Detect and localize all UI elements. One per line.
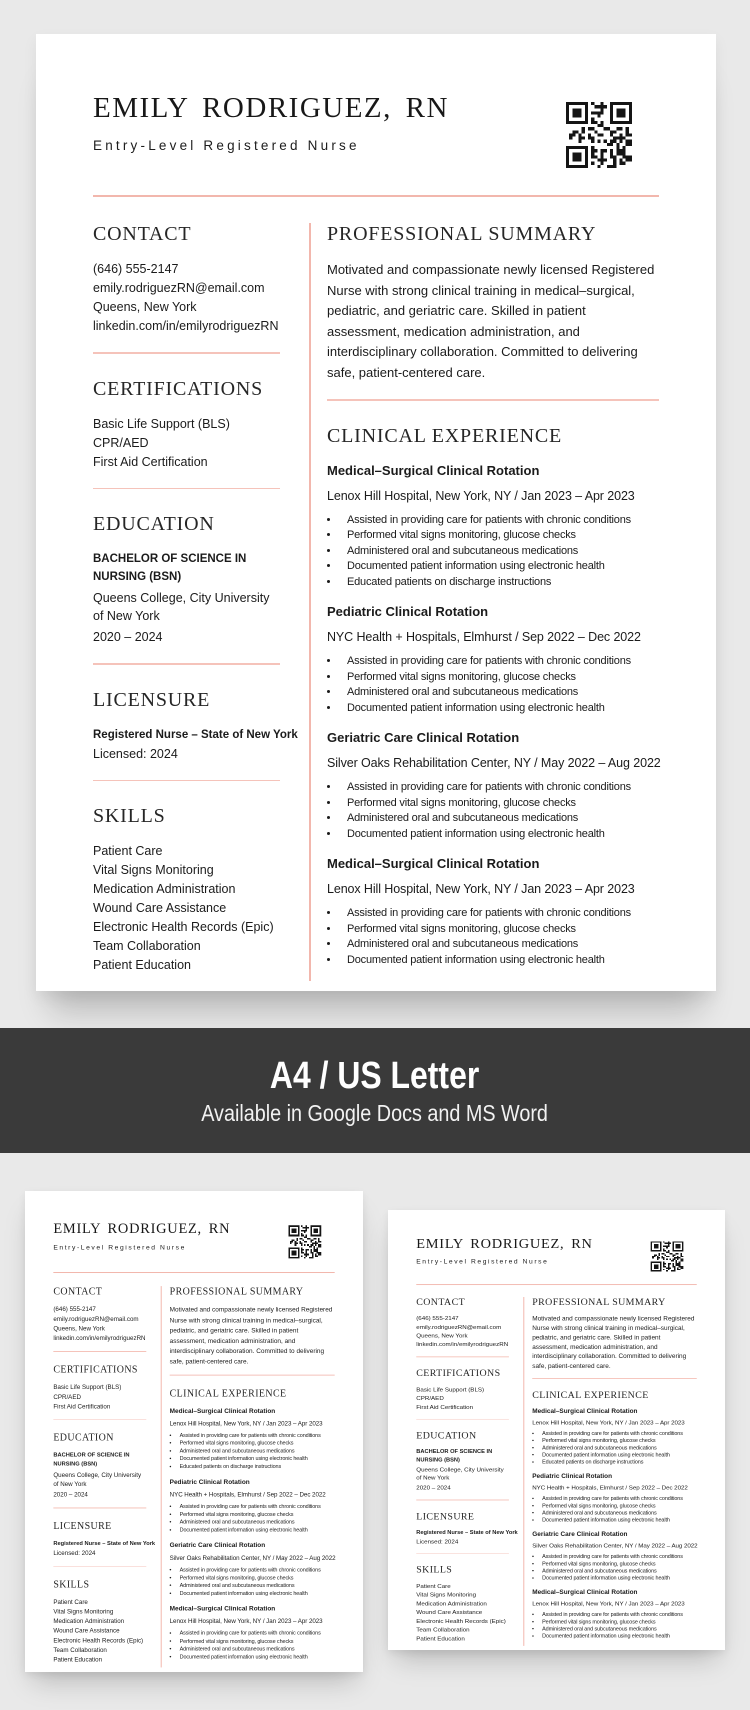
experience-bullet: • Administered oral and subcutaneous medications — [539, 1626, 697, 1633]
contact-location: Queens, New York — [93, 300, 197, 314]
contact-heading: CONTACT — [93, 223, 192, 245]
certifications-heading: CERTIFICATIONS — [93, 377, 264, 400]
experience-bullets — [170, 1630, 335, 1661]
experience-bullet: • Documented patient information using electronic health — [176, 1455, 335, 1463]
experience-heading: CLINICAL EXPERIENCE — [327, 424, 562, 447]
skill-item: Team Collaboration — [93, 939, 201, 953]
section-divider — [170, 1375, 335, 1376]
education-section — [93, 511, 280, 647]
education-heading: EDUCATION — [416, 1430, 477, 1441]
experience-meta: Silver Oaks Rehabilitation Center, NY / May 2022 – Aug 2022 — [327, 756, 661, 770]
experience-title: Geriatric Care Clinical Rotation — [327, 730, 520, 745]
format-banner — [0, 1028, 750, 1153]
skill-item: Medication Administration — [53, 1617, 125, 1625]
section-divider — [532, 1378, 697, 1379]
experience-bullet: • Administered oral and subcutaneous medications — [539, 1510, 697, 1517]
education-heading: EDUCATION — [93, 513, 215, 535]
licensure-heading: LICENSURE — [93, 688, 211, 711]
experience-bullet: • Administered oral and subcutaneous medications — [539, 1445, 697, 1452]
qr-code-icon — [288, 1225, 321, 1258]
resume-header-text — [416, 1233, 592, 1265]
skill-item: Electronic Health Records (Epic) — [416, 1617, 506, 1625]
experience-heading: CLINICAL EXPERIENCE — [532, 1389, 649, 1400]
experience-bullet: • Documented patient information using electronic health — [539, 1517, 697, 1524]
resume-document — [388, 1210, 725, 1650]
certification-item: Basic Life Support (BLS) — [416, 1386, 485, 1393]
skill-item: Medication Administration — [416, 1600, 487, 1607]
experience-entry — [532, 1530, 697, 1582]
experience-bullets — [170, 1503, 335, 1534]
certification-item: First Aid Certification — [416, 1403, 474, 1411]
experience-title: Medical–Surgical Clinical Rotation — [169, 1604, 276, 1613]
licensure-heading: LICENSURE — [53, 1520, 112, 1532]
section-divider — [93, 663, 280, 665]
experience-bullet: • Assisted in providing care for patients with chronic conditions — [176, 1432, 335, 1440]
experience-bullet: • Performed vital signs monitoring, glucose checks — [176, 1440, 335, 1448]
experience-heading: CLINICAL EXPERIENCE — [169, 1387, 287, 1399]
experience-bullet: • Documented patient information using electronic health — [539, 1633, 697, 1640]
resume-name: EMILY RODRIGUEZ, RN — [416, 1236, 593, 1252]
resume-columns — [416, 1296, 697, 1646]
experience-bullet: • Assisted in providing care for patients with chronic conditions — [176, 1566, 335, 1574]
experience-title: Pediatric Clinical Rotation — [327, 604, 489, 619]
education-section — [416, 1430, 509, 1493]
experience-bullet: • Documented patient information using electronic health — [539, 1452, 697, 1459]
section-divider — [416, 1419, 509, 1420]
qr-code-icon — [651, 1241, 684, 1271]
experience-bullet: • Documented patient information using electronic health — [539, 1575, 697, 1582]
resume-document — [25, 1191, 363, 1672]
experience-meta: Lenox Hill Hospital, New York, NY / Jan 2023 – Apr 2023 — [169, 1617, 323, 1625]
experience-section — [532, 1389, 697, 1640]
experience-bullet: • Documented patient information using electronic health — [340, 701, 659, 717]
experience-bullet: • Administered oral and subcutaneous medications — [340, 544, 659, 560]
licensure-date: Licensed: 2024 — [93, 746, 178, 761]
experience-bullet: • Assisted in providing care for patients with chronic conditions — [340, 906, 659, 922]
certification-item: CPR/AED — [93, 435, 149, 450]
skill-item: Wound Care Assistance — [53, 1627, 120, 1635]
experience-entry — [170, 1541, 335, 1598]
education-years: 2020 – 2024 — [416, 1484, 451, 1491]
section-divider — [53, 1351, 146, 1352]
contact-location: Queens, New York — [53, 1324, 105, 1332]
contact-email: emily.rodriguezRN@email.com — [93, 281, 265, 295]
experience-bullet: • Documented patient information using electronic health — [176, 1653, 335, 1661]
experience-bullet: • Assisted in providing care for patients with chronic conditions — [539, 1430, 697, 1437]
contact-section — [93, 221, 280, 336]
experience-entry — [327, 855, 659, 968]
section-divider — [327, 399, 659, 401]
experience-bullets — [170, 1566, 335, 1597]
right-column — [532, 1296, 697, 1646]
skills-section — [93, 803, 280, 975]
skill-item: Patient Care — [93, 844, 163, 858]
left-column — [416, 1296, 518, 1646]
experience-entry — [532, 1588, 697, 1640]
experience-bullet: • Assisted in providing care for patients with chronic conditions — [539, 1553, 697, 1560]
experience-bullet: • Documented patient information using electronic health — [176, 1526, 335, 1534]
contact-heading: CONTACT — [416, 1296, 466, 1308]
summary-section — [532, 1296, 697, 1371]
resume-header — [53, 1216, 334, 1258]
licensure-date: Licensed: 2024 — [53, 1549, 96, 1557]
experience-bullet: • Performed vital signs monitoring, glucose checks — [340, 796, 659, 812]
resume-job-title: Entry-Level Registered Nurse — [93, 138, 360, 153]
experience-bullet: • Educated patients on discharge instructions — [340, 575, 659, 591]
experience-meta: Silver Oaks Rehabilitation Center, NY / May 2022 – Aug 2022 — [169, 1554, 336, 1562]
contact-email: emily.rodriguezRN@email.com — [53, 1315, 139, 1323]
experience-bullet: • Assisted in providing care for patients with chronic conditions — [176, 1630, 335, 1638]
licensure-section — [93, 687, 298, 764]
summary-heading: PROFESSIONAL SUMMARY — [327, 223, 597, 245]
education-degree: BACHELOR OF SCIENCE IN NURSING (BSN) — [53, 1452, 130, 1468]
certification-item: Basic Life Support (BLS) — [53, 1383, 122, 1391]
experience-title: Pediatric Clinical Rotation — [532, 1472, 613, 1480]
experience-title: Medical–Surgical Clinical Rotation — [327, 462, 540, 478]
resume-name: EMILY RODRIGUEZ, RN — [93, 92, 449, 124]
contact-email: emily.rodriguezRN@email.com — [416, 1323, 502, 1331]
certifications-heading: CERTIFICATIONS — [416, 1368, 501, 1379]
experience-bullet: • Administered oral and subcutaneous medications — [176, 1519, 335, 1527]
certifications-section — [416, 1367, 509, 1411]
experience-bullet: • Administered oral and subcutaneous medications — [539, 1568, 697, 1575]
licensure-credential: Registered Nurse – State of New York — [93, 728, 298, 741]
section-divider — [93, 780, 280, 782]
experience-bullet: • Assisted in providing care for patients with chronic conditions — [340, 780, 659, 796]
licensure-heading: LICENSURE — [416, 1511, 475, 1522]
contact-phone: (646) 555-2147 — [53, 1305, 96, 1313]
resume-header-text — [53, 1216, 230, 1251]
education-school: Queens College, City University of New York — [93, 591, 270, 623]
header-divider — [416, 1284, 697, 1285]
header-divider — [53, 1272, 334, 1273]
experience-bullet: • Documented patient information using electronic health — [340, 559, 659, 575]
experience-entry — [327, 729, 659, 842]
experience-bullet: • Assisted in providing care for patients with chronic conditions — [340, 654, 659, 670]
banner-title-text: A4 / US Letter — [270, 1054, 480, 1097]
banner-title — [250, 1054, 499, 1098]
experience-meta: Lenox Hill Hospital, New York, NY / Jan 2023 – Apr 2023 — [327, 488, 635, 503]
experience-title: Geriatric Care Clinical Rotation — [532, 1530, 628, 1538]
section-divider — [53, 1566, 146, 1567]
experience-bullet: • Administered oral and subcutaneous medications — [340, 811, 659, 827]
experience-bullet: • Documented patient information using electronic health — [340, 953, 659, 969]
education-school: Queens College, City University of New York — [53, 1471, 142, 1488]
experience-entry — [170, 1477, 335, 1534]
experience-bullets — [327, 654, 659, 716]
licensure-section — [53, 1519, 156, 1558]
experience-bullet: • Performed vital signs monitoring, glucose checks — [539, 1619, 697, 1626]
thumbnail-a4-content — [25, 1191, 363, 1672]
skill-item: Electronic Health Records (Epic) — [93, 920, 274, 934]
resume-name: EMILY RODRIGUEZ, RN — [53, 1220, 231, 1237]
certification-item: Basic Life Support (BLS) — [93, 416, 230, 431]
skill-item: Vital Signs Monitoring — [53, 1608, 114, 1616]
experience-bullets — [532, 1430, 697, 1466]
resume-header-text — [93, 84, 449, 153]
experience-meta: NYC Health + Hospitals, Elmhurst / Sep 2022 – Dec 2022 — [327, 630, 641, 644]
experience-title: Medical–Surgical Clinical Rotation — [169, 1406, 276, 1415]
experience-bullet: • Performed vital signs monitoring, glucose checks — [539, 1437, 697, 1444]
licensure-date: Licensed: 2024 — [416, 1537, 459, 1545]
section-divider — [93, 488, 280, 490]
experience-bullet: • Administered oral and subcutaneous medications — [176, 1582, 335, 1590]
education-degree: BACHELOR OF SCIENCE IN NURSING (BSN) — [416, 1448, 493, 1463]
skill-item: Patient Education — [416, 1635, 465, 1642]
column-divider — [523, 1297, 524, 1646]
experience-entry — [170, 1604, 335, 1661]
experience-bullet: • Performed vital signs monitoring, glucose checks — [340, 670, 659, 686]
skill-item: Wound Care Assistance — [93, 901, 227, 915]
experience-entry — [327, 603, 659, 716]
education-section — [53, 1431, 146, 1499]
section-divider — [416, 1500, 509, 1501]
experience-bullet: • Documented patient information using electronic health — [176, 1590, 335, 1598]
skill-item: Vital Signs Monitoring — [416, 1591, 477, 1599]
education-school: Queens College, City University of New York — [416, 1466, 504, 1482]
experience-bullet: • Performed vital signs monitoring, glucose checks — [176, 1638, 335, 1646]
summary-text: Motivated and compassionate newly licensed Registered Nurse with strong clinical training in medical–surgical, pediatric, and geriatric care. Skilled in patient assessment, medication administration, and interdisciplinary collaboration. Committed to delivering safe, patient-centered care. — [169, 1305, 333, 1365]
certifications-section — [53, 1363, 146, 1411]
contact-linkedin: linkedin.com/in/emilyrodriguezRN — [416, 1341, 509, 1348]
right-column — [170, 1285, 335, 1667]
certification-item: CPR/AED — [416, 1394, 444, 1402]
contact-location: Queens, New York — [416, 1332, 468, 1339]
skills-heading: SKILLS — [93, 805, 166, 827]
experience-bullets — [170, 1432, 335, 1471]
experience-bullet: • Assisted in providing care for patients with chronic conditions — [539, 1611, 697, 1618]
certifications-section — [93, 376, 280, 472]
left-column — [53, 1285, 156, 1667]
certification-item: First Aid Certification — [53, 1402, 111, 1410]
skills-heading: SKILLS — [416, 1564, 453, 1576]
experience-meta: Lenox Hill Hospital, New York, NY / Jan 2023 – Apr 2023 — [532, 1419, 685, 1426]
contact-phone: (646) 555-2147 — [93, 262, 179, 276]
right-column — [327, 221, 659, 981]
experience-bullet: • Educated patients on discharge instructions — [176, 1463, 335, 1471]
experience-meta: Silver Oaks Rehabilitation Center, NY / May 2022 – Aug 2022 — [532, 1542, 698, 1549]
column-divider — [161, 1286, 162, 1667]
experience-bullet: • Documented patient information using electronic health — [340, 827, 659, 843]
skill-item: Medication Administration — [93, 882, 236, 896]
experience-meta: Lenox Hill Hospital, New York, NY / Jan 2023 – Apr 2023 — [327, 882, 635, 896]
contact-section — [53, 1285, 146, 1343]
experience-bullet: • Administered oral and subcutaneous medications — [340, 685, 659, 701]
experience-meta: Lenox Hill Hospital, New York, NY / Jan 2023 – Apr 2023 — [169, 1419, 323, 1427]
education-years: 2020 – 2024 — [53, 1490, 88, 1498]
resume-preview-main — [36, 34, 716, 991]
experience-bullet: • Performed vital signs monitoring, glucose checks — [176, 1574, 335, 1582]
experience-title: Medical–Surgical Clinical Rotation — [327, 856, 540, 871]
contact-linkedin: linkedin.com/in/emilyrodriguezRN — [53, 1334, 146, 1342]
summary-text: Motivated and compassionate newly licensed Registered Nurse with strong clinical training in medical–surgical, pediatric, and geriatric care. Skilled in patient assessment, medication administration, and interdisciplinary collaboration. Committed to delivering safe, patient-centered care. — [327, 262, 655, 380]
resume-thumbnail-a4 — [25, 1191, 363, 1672]
contact-phone: (646) 555-2147 — [416, 1314, 459, 1322]
experience-bullet: • Performed vital signs monitoring, glucose checks — [539, 1503, 697, 1510]
experience-bullet: • Assisted in providing care for patients with chronic conditions — [539, 1495, 697, 1502]
skill-item: Wound Care Assistance — [416, 1609, 483, 1616]
banner-subtitle — [173, 1098, 576, 1128]
licensure-credential: Registered Nurse – State of New York — [53, 1540, 156, 1547]
header-divider — [93, 195, 659, 197]
experience-bullets — [327, 513, 659, 591]
experience-section — [170, 1386, 335, 1660]
resume-document — [36, 34, 716, 990]
certification-item: First Aid Certification — [93, 454, 208, 469]
experience-bullet: • Performed vital signs monitoring, glucose checks — [340, 528, 659, 544]
licensure-credential: Registered Nurse – State of New York — [416, 1529, 518, 1536]
column-divider — [309, 223, 311, 981]
skill-item: Vital Signs Monitoring — [93, 863, 214, 877]
summary-section — [170, 1285, 335, 1367]
experience-title: Geriatric Care Clinical Rotation — [169, 1541, 266, 1549]
skills-section — [416, 1564, 509, 1643]
resume-job-title: Entry-Level Registered Nurse — [53, 1243, 186, 1251]
section-divider — [93, 352, 280, 354]
experience-bullets — [327, 780, 659, 842]
skill-item: Team Collaboration — [53, 1646, 107, 1654]
skill-item: Team Collaboration — [416, 1626, 470, 1634]
experience-entry — [170, 1406, 335, 1471]
skill-item: Patient Care — [416, 1582, 451, 1590]
education-years: 2020 – 2024 — [93, 630, 163, 644]
experience-meta: Lenox Hill Hospital, New York, NY / Jan 2023 – Apr 2023 — [532, 1600, 685, 1607]
experience-meta: NYC Health + Hospitals, Elmhurst / Sep 2022 – Dec 2022 — [169, 1490, 326, 1498]
summary-heading: PROFESSIONAL SUMMARY — [532, 1296, 666, 1308]
certification-item: CPR/AED — [53, 1392, 81, 1401]
experience-entry — [327, 462, 659, 591]
education-degree: BACHELOR OF SCIENCE IN NURSING (BSN) — [93, 553, 247, 583]
resume-thumbnail-us-letter — [388, 1210, 725, 1650]
experience-bullet: • Administered oral and subcutaneous medications — [176, 1645, 335, 1653]
experience-bullet: • Assisted in providing care for patients with chronic conditions — [176, 1503, 335, 1511]
resume-header — [416, 1233, 697, 1272]
contact-section — [416, 1296, 509, 1349]
experience-bullet: • Performed vital signs monitoring, glucose checks — [176, 1511, 335, 1519]
experience-title: Pediatric Clinical Rotation — [169, 1477, 250, 1486]
experience-bullet: • Performed vital signs monitoring, glucose checks — [539, 1561, 697, 1568]
section-divider — [53, 1419, 146, 1420]
section-divider — [416, 1356, 509, 1357]
contact-heading: CONTACT — [53, 1286, 103, 1298]
experience-bullets — [532, 1611, 697, 1640]
experience-title: Medical–Surgical Clinical Rotation — [532, 1407, 638, 1415]
skill-item: Patient Care — [53, 1598, 88, 1606]
resume-header — [93, 84, 659, 168]
skill-item: Electronic Health Records (Epic) — [53, 1636, 144, 1644]
banner-subtitle-text: Available in Google Docs and MS Word — [201, 1099, 549, 1126]
experience-bullet: • Administered oral and subcutaneous medications — [176, 1447, 335, 1455]
section-divider — [53, 1507, 146, 1508]
summary-heading: PROFESSIONAL SUMMARY — [169, 1286, 304, 1298]
thumbnail-us-letter-content — [388, 1210, 725, 1650]
summary-text: Motivated and compassionate newly licensed Registered Nurse with strong clinical training in medical–surgical, pediatric, and geriatric care. Skilled in patient assessment, medication administration, and interdisciplinary collaboration. Committed to delivering safe, patient-centered care. — [532, 1314, 695, 1370]
experience-entry — [532, 1407, 697, 1466]
experience-bullet: • Educated patients on discharge instructions — [539, 1459, 697, 1466]
resume-job-title: Entry-Level Registered Nurse — [416, 1257, 549, 1265]
experience-bullet: • Assisted in providing care for patients with chronic conditions — [340, 513, 659, 529]
experience-entry — [532, 1472, 697, 1524]
skill-item: Patient Education — [53, 1655, 103, 1663]
experience-bullet: • Administered oral and subcutaneous medications — [340, 937, 659, 953]
section-divider — [416, 1553, 509, 1554]
experience-bullet: • Performed vital signs monitoring, glucose checks — [340, 922, 659, 938]
experience-section — [327, 423, 659, 969]
certifications-heading: CERTIFICATIONS — [53, 1363, 138, 1375]
education-heading: EDUCATION — [53, 1431, 114, 1444]
experience-bullets — [327, 906, 659, 968]
skills-section — [53, 1578, 146, 1665]
resume-columns — [93, 221, 659, 981]
summary-section — [327, 221, 659, 383]
experience-bullets — [532, 1553, 697, 1582]
licensure-section — [416, 1510, 518, 1545]
contact-linkedin: linkedin.com/in/emilyrodriguezRN — [93, 319, 279, 333]
skills-heading: SKILLS — [53, 1578, 90, 1590]
skill-item: Patient Education — [93, 958, 191, 972]
experience-meta: NYC Health + Hospitals, Elmhurst / Sep 2022 – Dec 2022 — [532, 1484, 688, 1491]
resume-columns — [53, 1285, 334, 1667]
experience-bullets — [532, 1495, 697, 1524]
experience-title: Medical–Surgical Clinical Rotation — [532, 1588, 638, 1596]
qr-code-icon — [566, 102, 632, 168]
left-column — [93, 221, 298, 981]
